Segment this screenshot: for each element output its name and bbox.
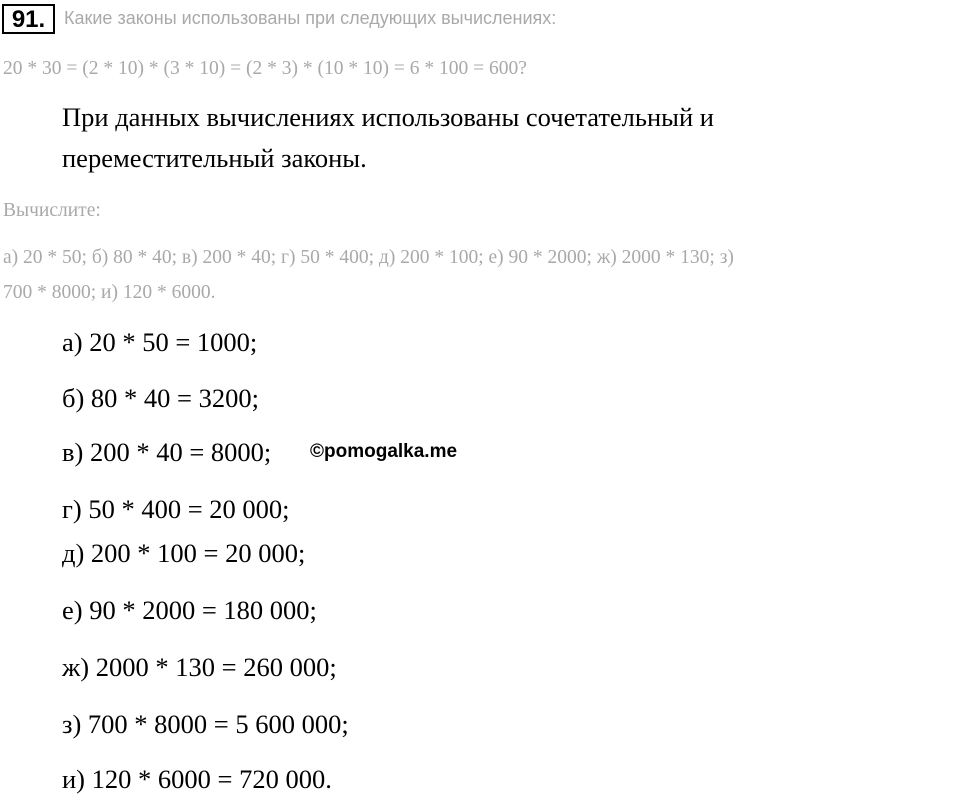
task-answer-line-1: При данных вычислениях использованы сочетательный и — [62, 102, 714, 132]
subtask-problems-line-2: 700 * 8000; и) 120 * 6000. — [3, 282, 216, 303]
answer-i: и) 120 * 6000 = 720 000. — [62, 764, 332, 794]
answer-e: е) 90 * 2000 = 180 000; — [62, 595, 317, 625]
subtask-title: Вычислите: — [3, 200, 101, 221]
answer-a: а) 20 * 50 = 1000; — [62, 327, 258, 357]
task-answer-line-2: переместительный законы. — [62, 143, 367, 173]
task-question: Какие законы использованы при следующих вычислениях: — [64, 8, 557, 28]
answer-g: г) 50 * 400 = 20 000; — [62, 494, 290, 524]
answer-d: д) 200 * 100 = 20 000; — [62, 538, 306, 568]
task-number: 91. — [2, 4, 55, 34]
task-expression: 20 * 30 = (2 * 10) * (3 * 10) = (2 * 3) * (10 * 10) = 6 * 100 = 600? — [3, 58, 527, 79]
answer-b: б) 80 * 40 = 3200; — [62, 383, 259, 413]
subtask-problems-line-1: а) 20 * 50; б) 80 * 40; в) 200 * 40; г) 50 * 400; д) 200 * 100; е) 90 * 2000; ж) 2000 * 130; з) — [3, 247, 734, 268]
answer-zh: ж) 2000 * 130 = 260 000; — [62, 652, 337, 682]
answer-v: в) 200 * 40 = 8000; — [62, 437, 272, 467]
watermark: ©pomogalka.me — [310, 441, 458, 462]
answer-z: з) 700 * 8000 = 5 600 000; — [62, 709, 349, 739]
